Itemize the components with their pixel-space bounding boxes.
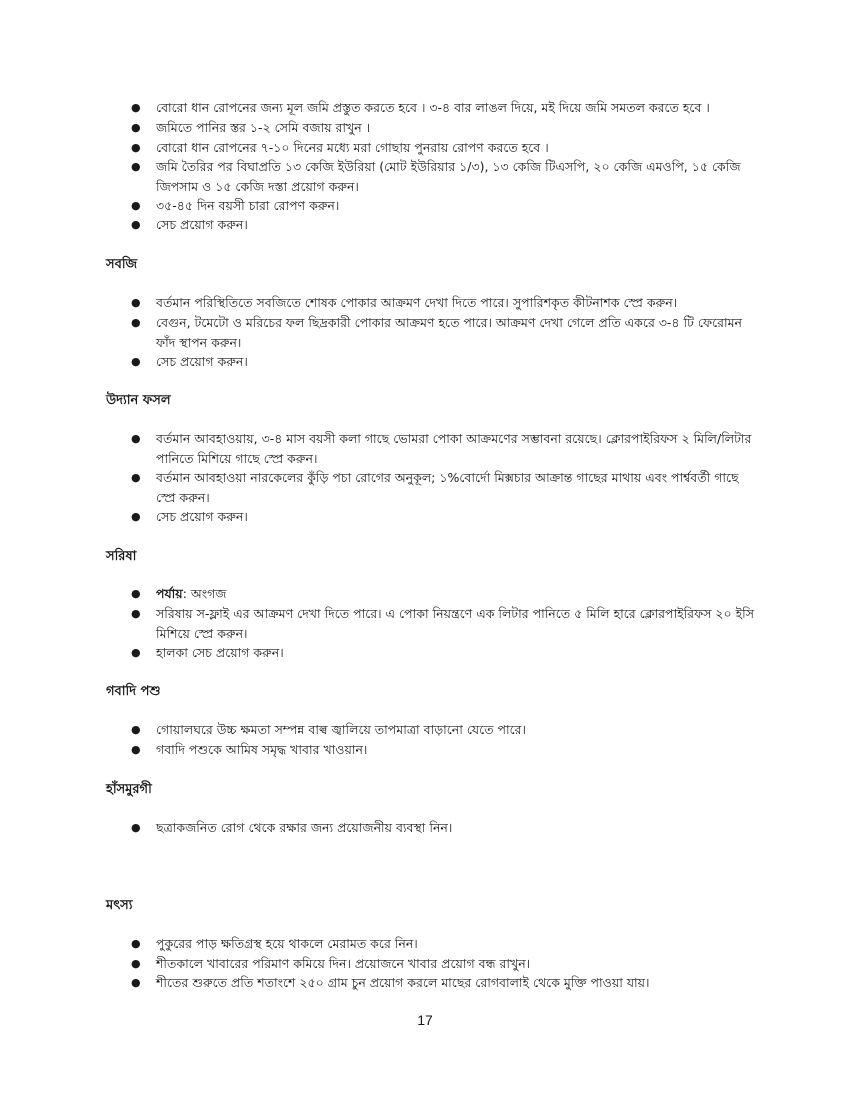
bullet: ● bbox=[131, 723, 141, 736]
bullet: ● bbox=[131, 937, 141, 950]
bullet: ● bbox=[131, 160, 141, 173]
bullet: ● bbox=[131, 510, 141, 523]
section-heading-fish: মৎস্য bbox=[106, 898, 133, 913]
bullet: ● bbox=[131, 607, 141, 620]
bullet: ● bbox=[131, 355, 141, 368]
section-heading-mustard: সরিষা bbox=[106, 549, 137, 564]
phase-value: : অংগজ bbox=[182, 586, 227, 601]
bullet: ● bbox=[131, 957, 141, 970]
bullet: ● bbox=[131, 316, 141, 329]
bullet: ● bbox=[131, 199, 141, 212]
bullet: ● bbox=[131, 218, 141, 231]
bullet: ● bbox=[131, 296, 141, 309]
bullet: ● bbox=[131, 821, 141, 834]
bullet: ● bbox=[131, 432, 141, 445]
bullet: ● bbox=[131, 101, 141, 114]
bullet: ● bbox=[131, 587, 141, 600]
section-heading-vegetables: সবজি bbox=[106, 257, 138, 272]
section-heading-livestock: গবাদি পশু bbox=[106, 684, 161, 699]
bullet: ● bbox=[131, 141, 141, 154]
phase-label: পর্যায় bbox=[156, 586, 183, 601]
bullet: ● bbox=[131, 646, 141, 659]
section-heading-poultry: হাঁসমুরগী bbox=[106, 782, 152, 797]
page-number: 17 bbox=[417, 1012, 433, 1028]
document-page: ● বোরো ধান রোপনের জন্য মূল জমি প্রস্তুত করতে হবে । ৩-৪ বার লাঙল দিয়ে, মই দিয়ে জমি সমতল করতে হবে । ● জমিতে পানির স্তর ১-২ সেমি বজায় রাখুন । ● বোরো ধান রোপনের ৭-১০ দিনের মধ্যে মরা গোছায় পুনরায় রোপণ করতে হবে । ● জমি তৈরির পর বিঘাপ্রতি ১৩ কেজি ইউরিয়া (মোট ইউরিয়ার ১/৩), ১৩ কেজি টিএসপি, ২০ কেজি এমওপি, ১৫ কেজি জিপসাম ও ১৫ কেজি দস্তা প্রয়োগ করুন। ● ৩৫-৪৫ দিন বয়সী চারা রোপণ করুন। ● সেচ প্রয়োগ করুন। সবজি ● বর্তমান পরিস্থিতিতে সবজিতে শোষক পোকার আক্রমণ দেখা দিতে পারে। সুপারিশকৃত কীটনাশক স্প্রে করুন। ● বেগুন, টমেটো ও মরিচের ফল ছিদ্রকারী পোকার আক্রমণ হতে পারে। আক্রমণ দেখা গেলে প্রতি একরে ৩-৪ টি ফেরোমন ফাঁদ স্থাপন করুন। ● সেচ প্রয়োগ করুন। উদ্যান ফসল ● বর্তমান আবহাওয়ায়, ৩-৪ মাস বয়সী কলা গাছে ভোমরা পোকা আক্রমণের সম্ভাবনা রয়েছে। ক্লোরপাইরিফস ২ মিলি/লিটার পানিতে মিশিয়ে গাছে স্প্রে করুন। ● বর্তমান আবহাওয়া নারকেলের কুঁড়ি পচা রোগের অনুকূল; ১%বোর্দো মিক্সচার আক্রান্ত গাছের মাথায় এবং পার্শ্ববর্তী গাছে স্প্রে করুন। ● সেচ প্রয়োগ করুন। সরিষা ● পর্যায়: অংগজ ● সরিষায় স-ফ্লাই এর আক্রমণ দেখা দিতে পারে। এ পোকা নিয়ন্ত্রণে এক লিটার পানিতে ৫ মিলি হারে ক্লোরপাইরিফস ২০ ইসি মিশিয়ে স্প্রে করুন। ● হালকা সেচ প্রয়োগ করুন। গবাদি পশু ● গোয়ালঘরে উচ্চ ক্ষমতা সম্পন্ন বাল্ব জ্বালিয়ে তাপমাত্রা বাড়ানো যেতে পারে। ● গবাদি পশুকে আমিষ সমৃদ্ধ খাবার খাওয়ান। হাঁসমুরগী ● ছত্রাকজনিত রোগ থেকে রক্ষার জন্য প্রয়োজনীয় ব্যবস্থা নিন। মৎস্য ● পুকুরের পাড় ক্ষতিগ্রস্থ হয়ে থাকলে মেরামত করে নিন। ● শীতকালে খাবারের পরিমাণ কমিয়ে দিন। প্রয়োজনে খাবার প্রয়োগ বন্ধ রাখুন। ● শীতের শুরুতে প্রতি শতাংশে ২৫০ গ্রাম চুন প্রয়োগ করলে মাছের রোগবালাই থেকে মুক্তি পাওয়া যায়। 17 bbox=[0, 0, 850, 1100]
bullet: ● bbox=[131, 121, 141, 134]
bullet: ● bbox=[131, 976, 141, 989]
section-heading-horticulture: উদ্যান ফসল bbox=[106, 393, 171, 408]
bullet: ● bbox=[131, 743, 141, 756]
bullet: ● bbox=[131, 471, 141, 484]
